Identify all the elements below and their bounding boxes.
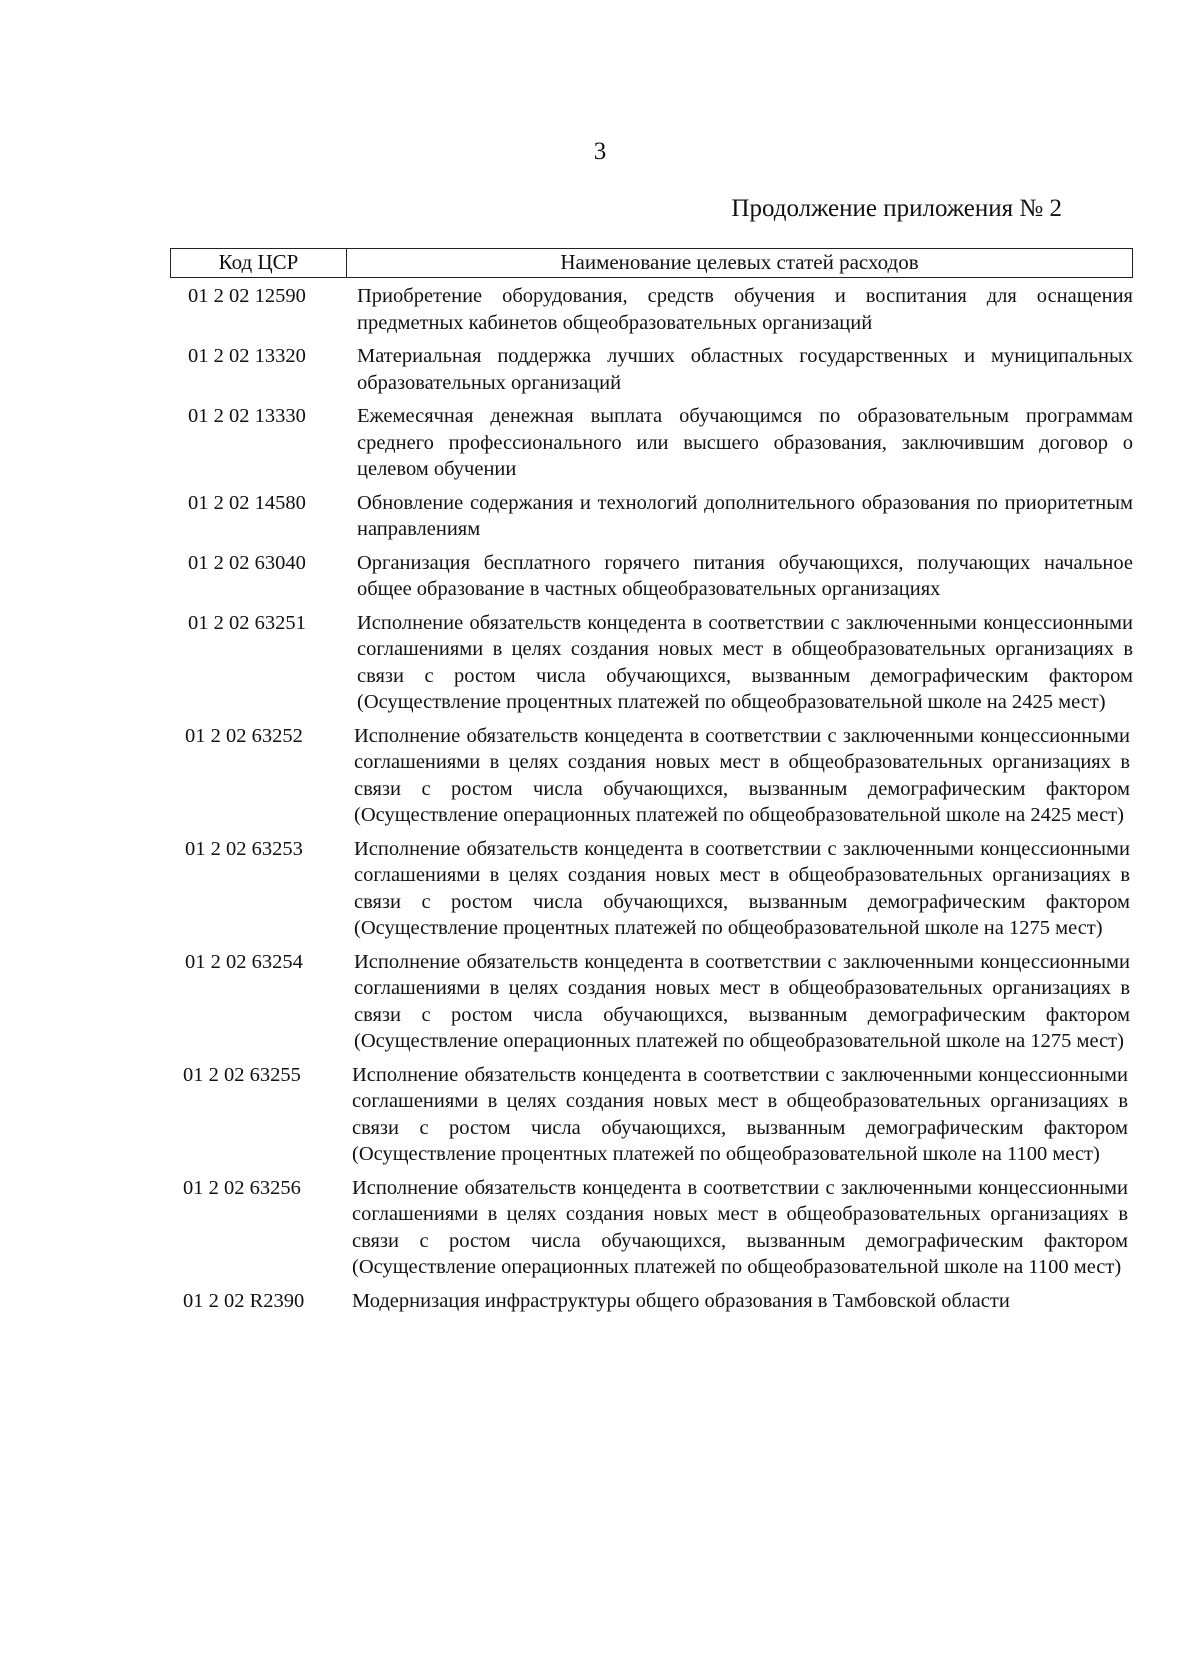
row-code: 01 2 02 63251 [188,611,306,634]
expense-items-table [170,283,1133,1321]
row-name: Модернизация инфраструктуры общего образования в Тамбовской области [352,1289,1010,1312]
row-code: 01 2 02 14580 [188,491,306,514]
row-code: 01 2 02 13330 [188,405,306,427]
table-row [170,949,1133,1055]
row-name: Исполнение обязательств концедента в соответствии с заключенными концессионными соглашениями в целях создания новых мест в общеобразовательных организациях в связи с ростом числа обучающихся, вызванным демографическим фактором (Осуществление операционных платежей по общеобразовательной школе на 1275 мест) [354,950,1130,1052]
row-code: 01 2 02 63252 [185,724,303,747]
table-row [170,550,1133,603]
table-header [170,248,1133,278]
row-name: Исполнение обязательств концедента в соответствии с заключенными концессионными соглашениями в целях создания новых мест в общеобразовательных организациях в связи с ростом числа обучающихся, вызванным демографическим фактором (Осуществление операционных платежей по общеобразовательной школе на 2425 мест) [354,724,1130,826]
row-name: Обновление содержания и технологий дополнительного образования по приоритетным направлениям [357,491,1133,540]
table-row [170,1288,1133,1315]
row-code: 01 2 02 63254 [185,950,303,973]
table-row [170,490,1133,543]
row-name: Исполнение обязательств концедента в соответствии с заключенными концессионными соглашениями в целях создания новых мест в общеобразовательных организациях в связи с ростом числа обучающихся, вызванным демографическим фактором (Осуществление операционных платежей по общеобразовательной школе на 1100 мест) [352,1176,1128,1278]
row-code: 01 2 02 R2390 [183,1289,305,1312]
row-name: Исполнение обязательств концедента в соответствии с заключенными концессионными соглашениями в целях создания новых мест в общеобразовательных организациях в связи с ростом числа обучающихся, вызванным демографическим фактором (Осуществление процентных платежей по общеобразовательной школе на 1275 мест) [354,837,1130,939]
table-row [170,1062,1133,1168]
row-name: Приобретение оборудования, средств обучения и воспитания для оснащения предметных кабинетов общеобразовательных организаций [357,285,1133,334]
table-row [170,343,1133,396]
row-code: 01 2 02 13320 [188,345,306,367]
row-name: Материальная поддержка лучших областных государственных и муниципальных образовательных организаций [357,345,1133,394]
table-row [170,1175,1133,1281]
table-row [170,836,1133,942]
row-code: 01 2 02 63255 [183,1063,301,1086]
table-row [170,283,1133,336]
table-row [170,723,1133,829]
row-name: Организация бесплатного горячего питания обучающихся, получающих начальное общее образование в частных общеобразовательных организациях [357,551,1133,600]
row-name: Исполнение обязательств концедента в соответствии с заключенными концессионными соглашениями в целях создания новых мест в общеобразовательных организациях в связи с ростом числа обучающихся, вызванным демографическим фактором (Осуществление процентных платежей по общеобразовательной школе на 1100 мест) [352,1063,1128,1165]
row-code: 01 2 02 63256 [183,1176,301,1199]
row-code: 01 2 02 63253 [185,837,303,860]
row-code: 01 2 02 12590 [188,285,306,307]
table-row [170,610,1133,716]
row-name: Ежемесячная денежная выплата обучающимся по образовательным программам среднего профессионального или высшего образования, заключившим договор о целевом обучении [357,405,1133,480]
row-name: Исполнение обязательств концедента в соответствии с заключенными концессионными соглашениями в целях создания новых мест в общеобразовательных организациях в связи с ростом числа обучающихся, вызванным демографическим фактором (Осуществление процентных платежей по общеобразовательной школе на 2425 мест) [357,611,1133,713]
header-name: Наименование целевых статей расходов [560,250,919,274]
page-number: 3 [593,138,607,165]
row-code: 01 2 02 63040 [188,551,306,574]
table-row [170,403,1133,483]
appendix-continuation-title: Продолжение приложения № 2 [731,195,1062,222]
header-code: Код ЦСР [171,249,347,277]
